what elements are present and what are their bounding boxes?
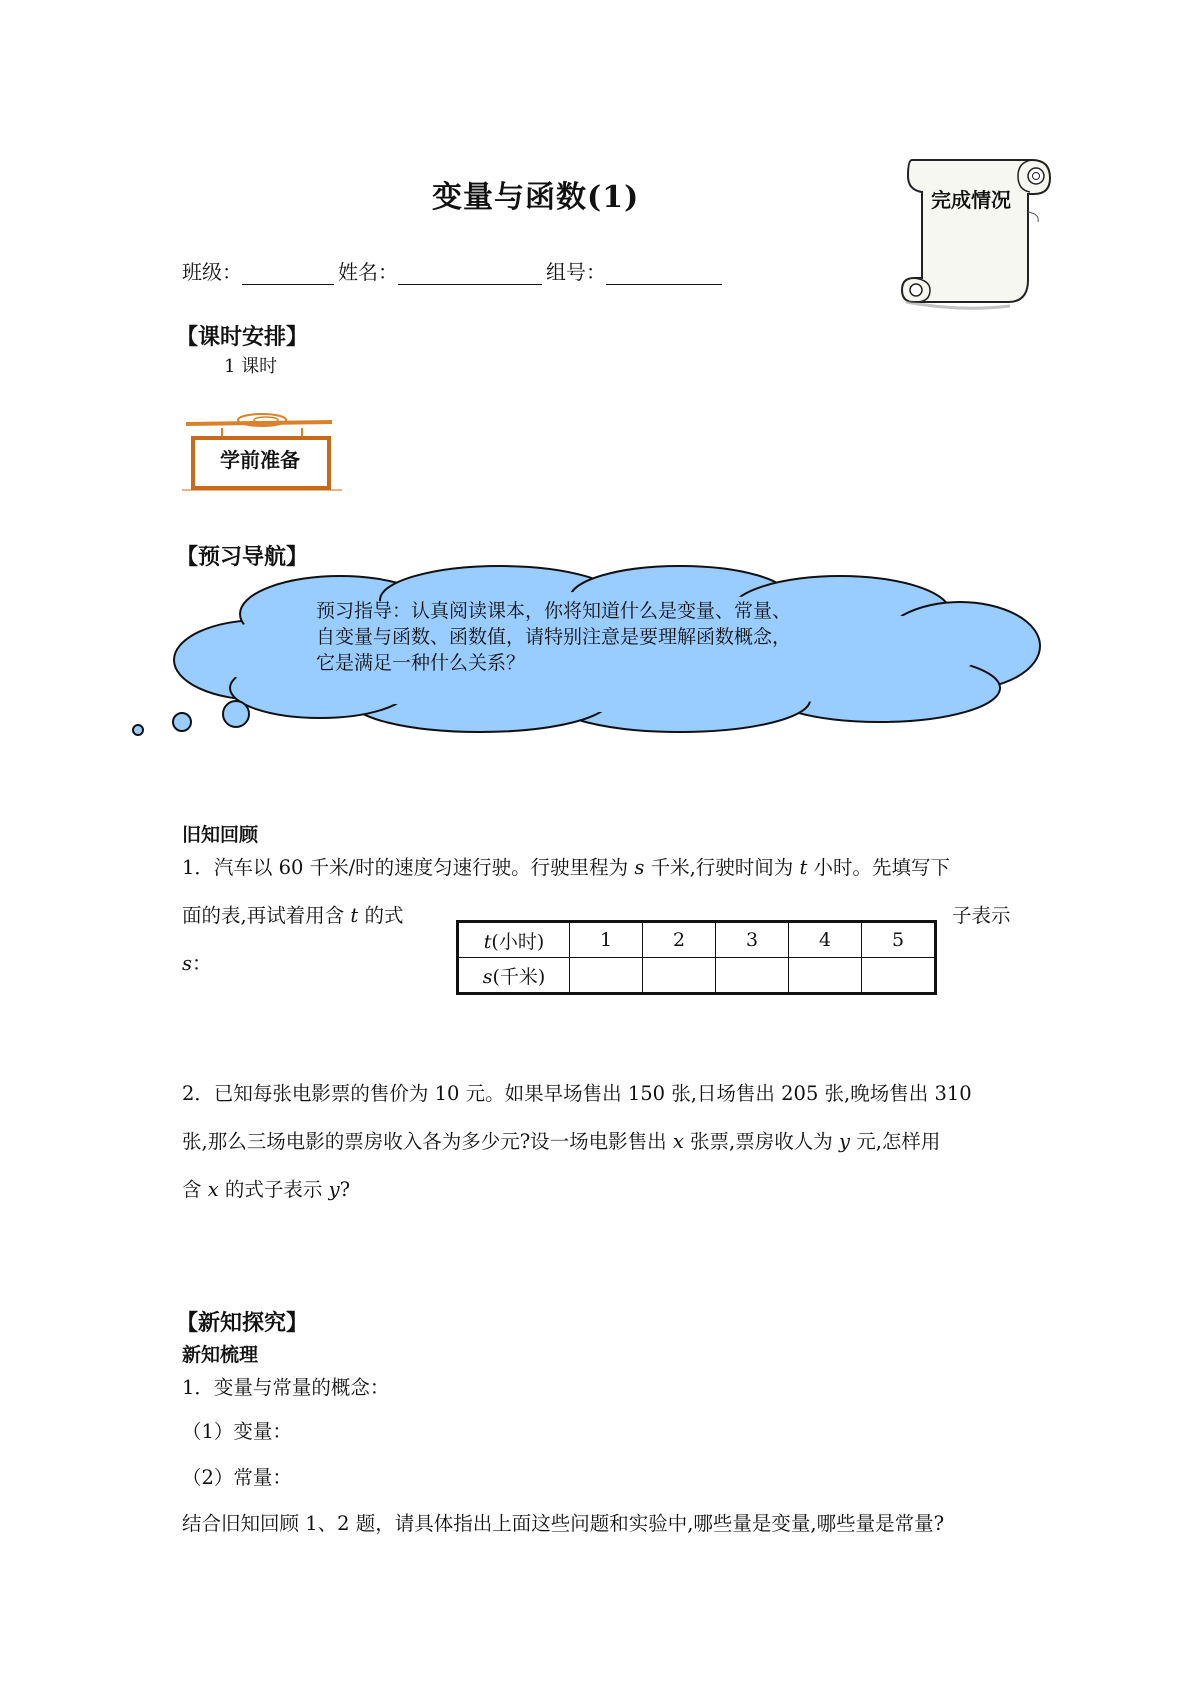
row-header-t: t(小时)	[458, 922, 570, 958]
group-label: 组号：	[546, 260, 606, 284]
q1-text: 小时。先填写下	[807, 856, 951, 879]
group-field[interactable]	[606, 264, 722, 285]
q2-text: 元,怎样用	[850, 1130, 941, 1153]
answer-cell[interactable]	[570, 958, 643, 994]
schedule-heading: 【课时安排】	[176, 324, 309, 350]
table-cell: 2	[643, 922, 716, 958]
table-cell: 5	[862, 922, 936, 958]
schedule-value: 1 课时	[224, 356, 278, 377]
q2-text: 含	[182, 1178, 208, 1201]
page-title: 变量与函数(1)	[432, 180, 640, 215]
q2-text: ?	[339, 1178, 351, 1201]
var-s: s	[182, 952, 193, 975]
table-cell: 1	[570, 922, 643, 958]
variable-item: （1）变量：	[182, 1420, 292, 1443]
q1-line-2	[182, 900, 403, 928]
table-row	[458, 922, 936, 958]
q2-line-2	[182, 1126, 940, 1154]
answer-cell[interactable]	[862, 958, 936, 994]
var-t: t	[799, 856, 808, 879]
answer-cell[interactable]	[643, 958, 716, 994]
q2-text: 张,那么三场电影的票房收入各为多少元?设一场电影售出	[182, 1130, 673, 1153]
answer-cell[interactable]	[789, 958, 862, 994]
answer-cell[interactable]	[716, 958, 789, 994]
preview-guide	[316, 598, 876, 676]
q1-text: ：	[192, 952, 212, 975]
completion-label: 完成情况	[931, 188, 1011, 212]
table-cell: 3	[716, 922, 789, 958]
q1-text: 的式	[358, 904, 404, 927]
guide-line: 自变量与函数、函数值，请特别注意是要理解函数概念，	[316, 626, 792, 648]
constant-item: （2）常量：	[182, 1466, 292, 1489]
var-y: y	[328, 1178, 340, 1201]
var-t: t	[350, 904, 359, 927]
row-header-s: s(千米)	[458, 958, 570, 994]
q2-text: 张票,票房收人为	[683, 1130, 839, 1153]
var-x: x	[207, 1178, 219, 1201]
explore-subheading: 新知梳理	[182, 1344, 259, 1366]
q2-text: 的式子表示	[218, 1178, 329, 1201]
q1-line-3	[182, 948, 212, 976]
concept-item: 1．变量与常量的概念：	[182, 1376, 390, 1399]
preview-heading: 【预习导航】	[176, 544, 309, 570]
q2-line-1: 2．已知每张电影票的售价为 10 元。如果早场售出 150 张,日场售出 205 张,晚场售出 310	[182, 1082, 972, 1105]
explore-heading: 【新知探究】	[176, 1310, 309, 1336]
table-cell: 4	[789, 922, 862, 958]
q1-line-2-end: 子表示	[952, 904, 1011, 927]
q1-text: 千米,行驶时间为	[644, 856, 800, 879]
scroll-decoration	[900, 152, 1060, 320]
var-s: s	[634, 856, 645, 879]
prep-banner-label: 学前准备	[220, 448, 300, 472]
speed-table	[456, 920, 937, 995]
class-field[interactable]	[242, 264, 334, 285]
name-field[interactable]	[398, 264, 542, 285]
q1-text: 面的表,再试着用含	[182, 904, 351, 927]
student-info-line	[182, 256, 726, 285]
class-label: 班级：	[182, 260, 242, 284]
guide-line: 它是满足一种什么关系？	[316, 652, 526, 674]
q1-line-1	[182, 852, 950, 880]
q2-line-3	[182, 1174, 350, 1202]
guide-line: 预习指导：认真阅读课本，你将知道什么是变量、常量、	[316, 600, 792, 622]
var-y: y	[838, 1130, 850, 1153]
review-heading: 旧知回顾	[182, 824, 259, 846]
table-row	[458, 958, 936, 994]
var-x: x	[672, 1130, 684, 1153]
q1-text: 1．汽车以 60 千米/时的速度匀速行驶。行驶里程为	[182, 856, 635, 879]
explore-question: 结合旧知回顾 1、2 题，请具体指出上面这些问题和实验中,哪些量是变量,哪些量是常量?	[182, 1512, 945, 1535]
name-label: 姓名：	[338, 260, 398, 284]
